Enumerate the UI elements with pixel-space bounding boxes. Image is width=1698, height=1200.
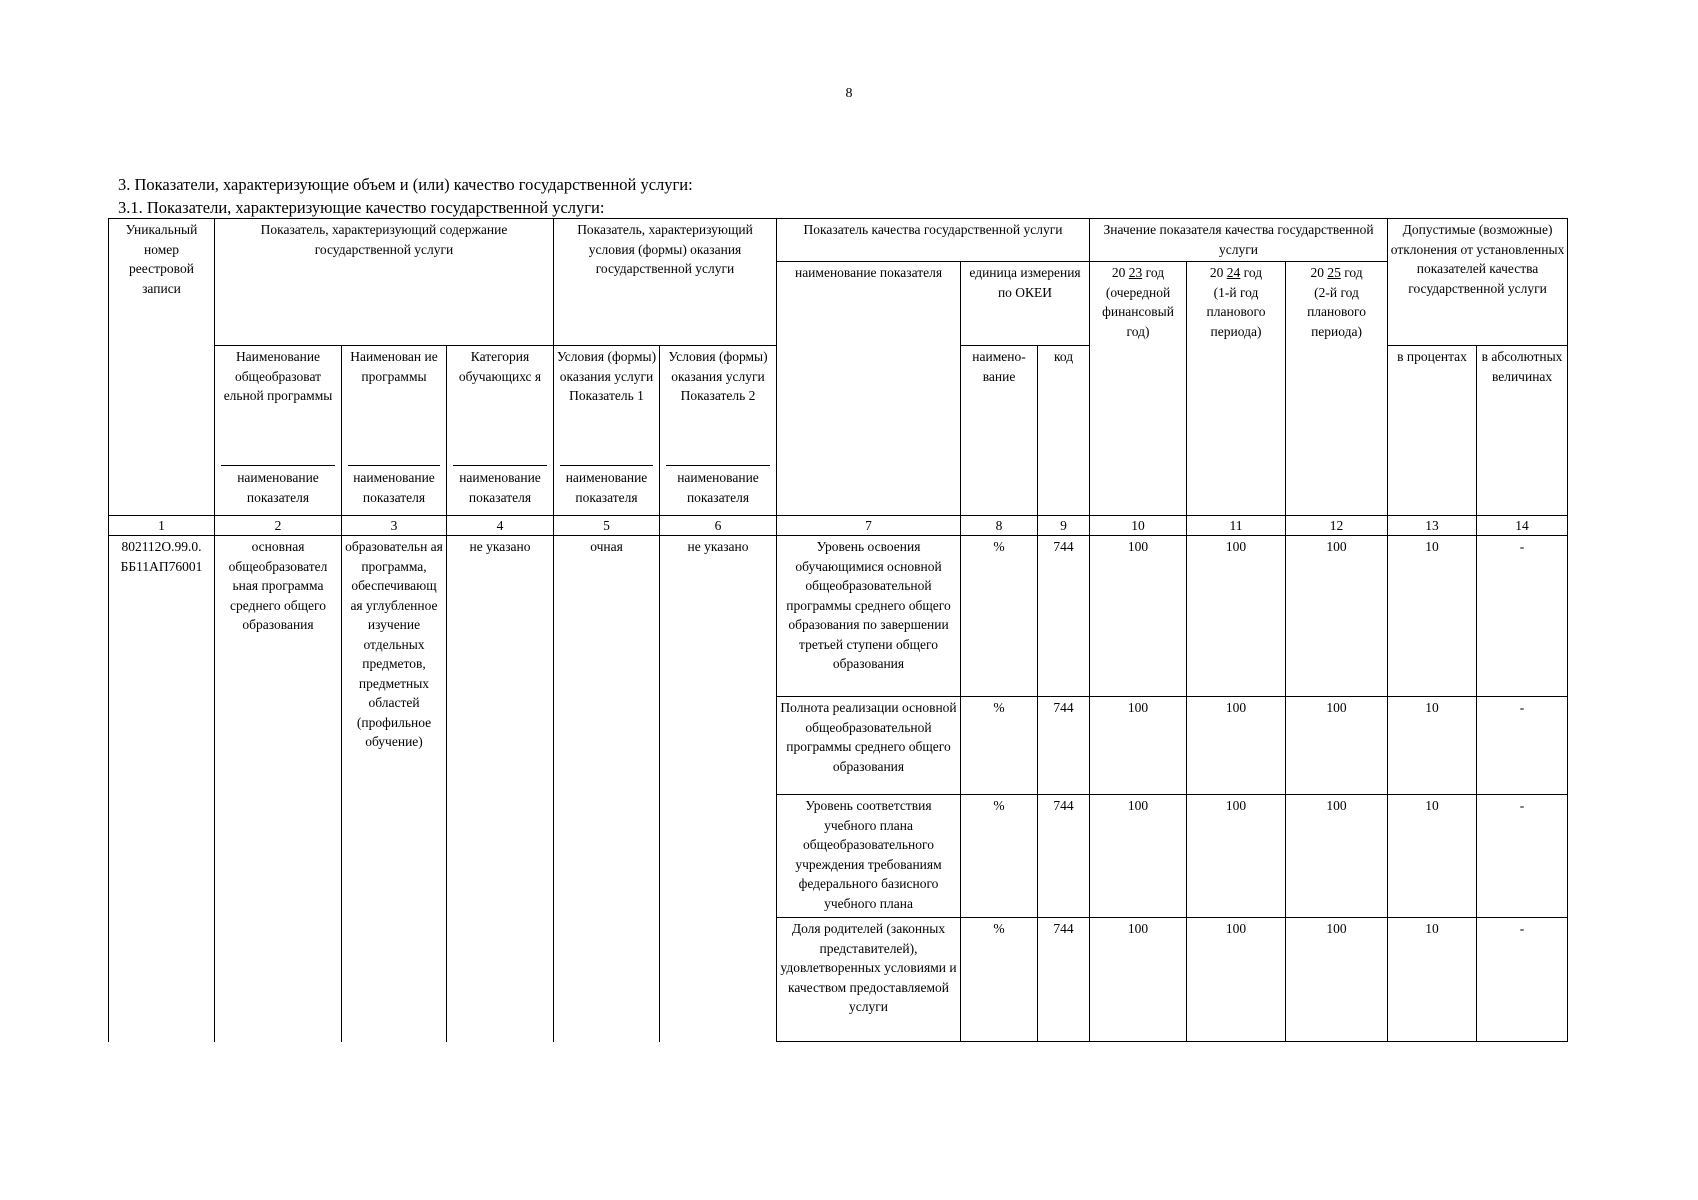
indicator-value-2023: 100	[1090, 795, 1187, 918]
header-year-2025: 20 25 год (2-й год планового периода)	[1286, 262, 1388, 516]
column-number: 11	[1187, 516, 1286, 536]
header-content-group: Показатель, характеризующий содержание государственной услуги	[215, 219, 554, 346]
column-number: 4	[447, 516, 554, 536]
indicator-value-2023: 100	[1090, 536, 1187, 697]
indicator-value-2024: 100	[1187, 536, 1286, 697]
indicator-deviation-percent: 10	[1388, 918, 1477, 1042]
indicator-code: 744	[1038, 795, 1090, 918]
header-condition-2: Условия (формы) оказания услуги Показатель 2 наименование показателя	[660, 346, 777, 516]
header-deviation-absolute: в абсолютных величинах	[1477, 346, 1568, 516]
record-form-1: очная	[554, 536, 660, 1042]
header-year-2024: 20 24 год (1-й год планового периода)	[1187, 262, 1286, 516]
indicator-name: Полнота реализации основной общеобразовательной программы среднего общего образования	[777, 697, 961, 795]
table-row	[109, 536, 1568, 697]
indicator-code: 744	[1038, 918, 1090, 1042]
indicator-deviation-percent: 10	[1388, 697, 1477, 795]
indicator-deviation-percent: 10	[1388, 795, 1477, 918]
indicator-deviation-absolute: -	[1477, 918, 1568, 1042]
indicator-value-2024: 100	[1187, 918, 1286, 1042]
indicator-unit: %	[961, 795, 1038, 918]
header-student-category: Категория обучающихс я наименование показателя	[447, 346, 554, 516]
header-quality-group: Показатель качества государственной услуги	[777, 219, 1090, 262]
column-number: 8	[961, 516, 1038, 536]
indicator-value-2025: 100	[1286, 536, 1388, 697]
header-record-number: Уникальный номер реестровой записи	[109, 219, 215, 516]
indicator-value-2025: 100	[1286, 918, 1388, 1042]
indicator-unit: %	[961, 697, 1038, 795]
header-program-type: Наименование общеобразоват ельной программы наименование показателя	[215, 346, 342, 516]
record-form-2: не указано	[660, 536, 777, 1042]
indicator-name: Уровень освоения обучающимися основной общеобразовательной программы среднего общего образования по завершении третьей ступени общего образования	[777, 536, 961, 697]
column-number: 13	[1388, 516, 1477, 536]
subsection-heading: 3.1. Показатели, характеризующие качество государственной услуги:	[118, 198, 605, 217]
indicator-deviation-absolute: -	[1477, 536, 1568, 697]
column-number-row	[109, 516, 1568, 536]
column-number: 5	[554, 516, 660, 536]
header-condition-1: Условия (формы) оказания услуги Показатель 1 наименование показателя	[554, 346, 660, 516]
column-number: 3	[342, 516, 447, 536]
header-quality-name: наименование показателя	[777, 262, 961, 516]
indicator-unit: %	[961, 918, 1038, 1042]
header-program-name: Наименован ие программы наименование показателя	[342, 346, 447, 516]
indicator-code: 744	[1038, 536, 1090, 697]
column-number: 6	[660, 516, 777, 536]
indicator-value-2025: 100	[1286, 697, 1388, 795]
section-heading: 3. Показатели, характеризующие объем и (или) качество государственной услуги:	[118, 175, 693, 194]
record-category: не указано	[447, 536, 554, 1042]
indicator-name: Доля родителей (законных представителей), удовлетворенных условиями и качеством предоставляемой услуги	[777, 918, 961, 1042]
record-program-type: основная общеобразовател ьная программа среднего общего образования	[215, 536, 342, 1042]
column-number: 12	[1286, 516, 1388, 536]
indicator-deviation-absolute: -	[1477, 697, 1568, 795]
column-number: 14	[1477, 516, 1568, 536]
indicator-value-2025: 100	[1286, 795, 1388, 918]
header-unit-name: наимено-вание	[961, 346, 1038, 516]
header-deviation-group: Допустимые (возможные) отклонения от установленных показателей качества государственной услуги	[1388, 219, 1568, 346]
indicator-unit: %	[961, 536, 1038, 697]
page-number: 8	[845, 86, 853, 101]
indicator-deviation-percent: 10	[1388, 536, 1477, 697]
column-number: 7	[777, 516, 961, 536]
record-program-name: образовательн ая программа, обеспечивающ ая углубленное изучение отдельных предметов, предметных областей (профильное обучениe)	[342, 536, 447, 1042]
indicator-value-2024: 100	[1187, 795, 1286, 918]
header-year-2023: 20 23 год (очередной финансовый год)	[1090, 262, 1187, 516]
record-id: 802112О.99.0. ББ11АП76001	[109, 536, 215, 1042]
column-number: 1	[109, 516, 215, 536]
indicator-value-2024: 100	[1187, 697, 1286, 795]
column-number: 2	[215, 516, 342, 536]
header-conditions-group: Показатель, характеризующий условия (формы) оказания государственной услуги	[554, 219, 777, 346]
indicator-value-2023: 100	[1090, 697, 1187, 795]
indicator-code: 744	[1038, 697, 1090, 795]
header-deviation-percent: в процентах	[1388, 346, 1477, 516]
header-quality-unit: единица измерения по ОКЕИ	[961, 262, 1090, 346]
header-unit-code: код	[1038, 346, 1090, 516]
indicator-value-2023: 100	[1090, 918, 1187, 1042]
indicator-name: Уровень соответствия учебного плана общеобразовательного учреждения требованиям федерального базисного учебного плана	[777, 795, 961, 918]
indicator-deviation-absolute: -	[1477, 795, 1568, 918]
header-values-group: Значение показателя качества государственной услуги	[1090, 219, 1388, 262]
quality-indicators-table	[108, 218, 1568, 1042]
column-number: 9	[1038, 516, 1090, 536]
column-number: 10	[1090, 516, 1187, 536]
